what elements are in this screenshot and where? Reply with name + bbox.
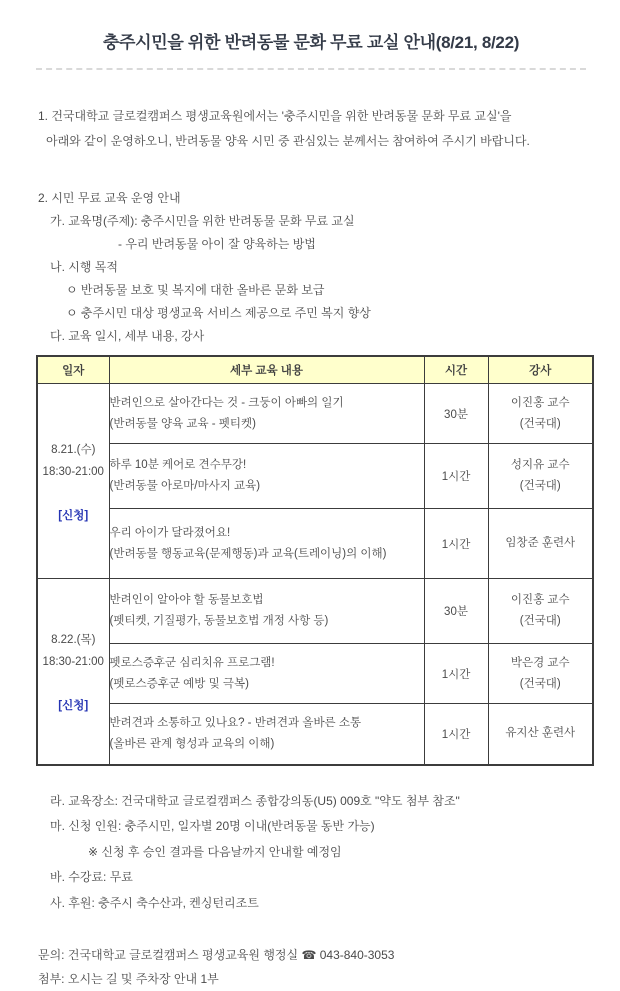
instructor-cell [488, 509, 593, 579]
attachment-info: 첨부: 오시는 길 및 주차장 안내 1부 [38, 972, 219, 986]
course-subtitle: (반려동물 행동교육(문제행동)과 교육(트레이닝)의 이해) [109, 547, 387, 560]
instructor-cell [488, 384, 593, 444]
date-cell-821 [37, 384, 109, 579]
instructor-cell [488, 704, 593, 765]
instructor-cell [488, 579, 593, 644]
item-ga-line1: 가. 교육명(주제): 충주시민을 위한 반려동물 문화 무료 교실 [50, 214, 355, 228]
title-divider [36, 68, 586, 70]
item-ga-line2: - 우리 반려동물 아이 잘 양육하는 방법 [118, 237, 316, 251]
table-row [37, 509, 593, 579]
date-cell-822 [37, 579, 109, 765]
instructor-name: 이진홍 교수 [510, 396, 570, 409]
detail-capacity: 마. 신청 인원: 충주시민, 일자별 20명 이내(반려동물 동반 가능) [50, 819, 375, 833]
course-subtitle: (펫로스증후군 예방 및 극복) [109, 677, 249, 690]
col-header-content: 세부 교육 내용 [109, 356, 424, 384]
instructor-cell [488, 644, 593, 704]
date-text: 8.21.(수) [51, 444, 96, 456]
table-row [37, 579, 593, 644]
course-subtitle: (펫티켓, 기질평가, 동물보호법 개정 사항 등) [109, 615, 329, 627]
detail-location: 라. 교육장소: 건국대학교 글로컬캠퍼스 종합강의동(U5) 009호 "약도 첨부 참조" [50, 793, 460, 808]
col-header-duration: 시간 [424, 356, 488, 384]
table-header-row [37, 356, 593, 384]
duration-cell: 30분 [424, 384, 488, 444]
item-da-heading: 다. 교육 일시, 세부 내용, 강사 [50, 329, 205, 343]
intro-paragraph [38, 104, 590, 154]
date-text: 8.22.(목) [51, 634, 96, 647]
instructor-name: 성지유 교수 [510, 459, 570, 471]
course-subtitle: (반려동물 아로마/마사지 교육) [109, 480, 261, 492]
instructor-name: 박은경 교수 [510, 656, 570, 669]
schedule-table [36, 355, 594, 766]
course-title: 반려인으로 살아간다는 것 - 크둥이 아빠의 일기 [109, 396, 344, 409]
table-row [37, 704, 593, 765]
duration-cell: 1시간 [424, 704, 488, 765]
instructor-affiliation: (건국대) [519, 480, 561, 492]
course-subtitle: (올바른 관계 형성과 교육의 이해) [109, 737, 275, 750]
course-title: 반려인이 알아야 할 동물보호법 [109, 594, 264, 606]
course-title: 반려견과 소통하고 있나요? - 반려견과 올바른 소통 [109, 716, 362, 729]
instructor-affiliation: (건국대) [519, 615, 561, 627]
course-content-cell [109, 384, 424, 444]
item-na-heading: 나. 시행 목적 [50, 260, 118, 274]
duration-cell: 1시간 [424, 644, 488, 704]
time-text: 18:30-21:00 [42, 466, 104, 478]
detail-sponsor: 사. 후원: 충주시 축수산과, 켄싱턴리조트 [50, 895, 259, 910]
intro-line-2: 아래와 같이 운영하오니, 반려동물 양육 시민 중 관심있는 분께서는 참여하여 주시기 바랍니다. [46, 134, 530, 148]
item-na-2: ㅇ 충주시민 대상 평생교육 서비스 제공으로 주민 복지 향상 [66, 306, 371, 320]
details-section [38, 789, 590, 917]
course-title: 하루 10분 케어로 견수무강! [109, 459, 247, 471]
intro-line-1: 1. 건국대학교 글로컬캠퍼스 평생교육원에서는 '충주시민을 위한 반려동물 문화 무료 교실'을 [38, 109, 512, 123]
table-row [37, 384, 593, 444]
instructor-affiliation: (건국대) [519, 417, 561, 430]
instructor-name: 이진홍 교수 [510, 594, 570, 606]
course-content-cell [109, 579, 424, 644]
detail-approval-note: ※ 신청 후 승인 결과를 다음날까지 안내할 예정임 [88, 844, 342, 859]
col-header-date: 일자 [37, 356, 109, 384]
page-title: 충주시민을 위한 반려동물 문화 무료 교실 안내(8/21, 8/22) [102, 33, 520, 52]
col-header-instructor: 강사 [488, 356, 593, 384]
table-row [37, 644, 593, 704]
course-subtitle: (반려동물 양육 교육 - 펫티켓) [109, 417, 256, 430]
duration-cell: 1시간 [424, 444, 488, 509]
item-na-1: ㅇ 반려동물 보호 및 복지에 대한 올바른 문화 보급 [66, 283, 325, 297]
contact-info: 문의: 건국대학교 글로컬캠퍼스 평생교육원 행정실 ☎ 043-840-3053 [38, 948, 395, 962]
course-title: 우리 아이가 달라졌어요! [109, 526, 231, 539]
apply-link[interactable]: [신청] [58, 510, 89, 522]
instructor-cell [488, 444, 593, 509]
course-content-cell [109, 444, 424, 509]
apply-link[interactable]: [신청] [58, 700, 89, 713]
footer-section [38, 943, 590, 991]
duration-cell: 1시간 [424, 509, 488, 579]
duration-cell: 30분 [424, 579, 488, 644]
course-content-cell [109, 509, 424, 579]
course-content-cell [109, 704, 424, 765]
instructor-affiliation: (건국대) [519, 677, 561, 690]
instructor-name: 유지산 훈련사 [505, 727, 576, 740]
time-text: 18:30-21:00 [42, 656, 104, 669]
course-title: 펫로스증후군 심리치유 프로그램! [109, 656, 275, 669]
instructor-name: 임창준 훈련사 [505, 537, 576, 549]
detail-fee: 바. 수강료: 무료 [50, 870, 133, 884]
course-content-cell [109, 644, 424, 704]
table-row [37, 444, 593, 509]
section-education-info [38, 187, 590, 348]
section2-heading: 2. 시민 무료 교육 운영 안내 [38, 191, 181, 205]
